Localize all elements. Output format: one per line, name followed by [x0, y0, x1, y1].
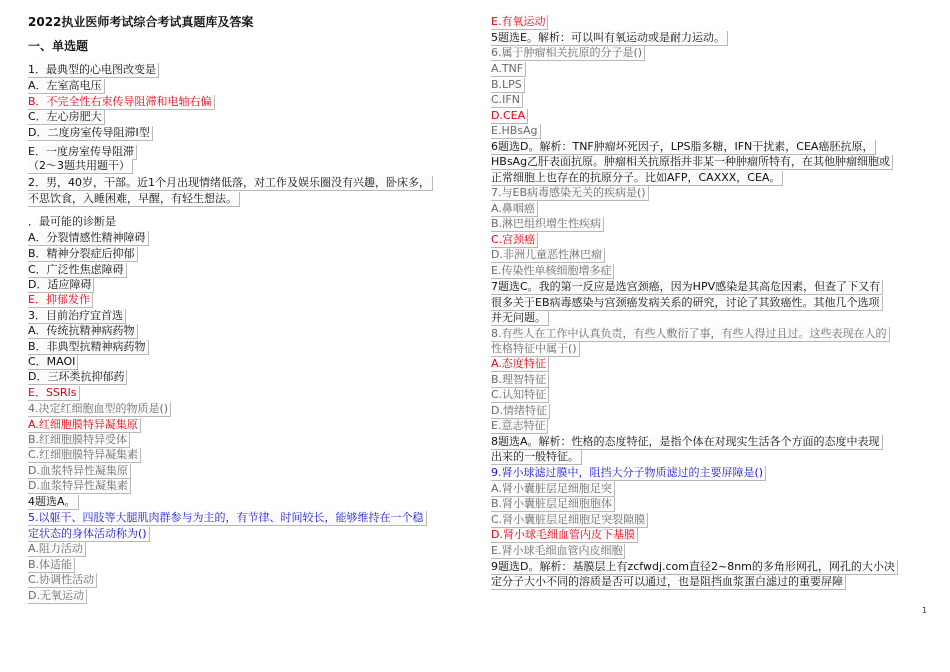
right-text-line: 9.肾小球滤过膜中，阻挡大分子物质滤过的主要屏障是()	[491, 466, 766, 481]
left-text-line: A．分裂情感性精神障碍	[28, 231, 149, 246]
right-text-line: 6题选D。解析：TNF肿瘤坏死因子，LPS脂多糖，IFN干扰素，CEA癌胚抗原，	[491, 140, 876, 155]
right-text-line: 8题选A。解析：性格的态度特征，是指个体在对现实生活各个方面的态度中表现	[491, 435, 883, 450]
right-text-line: 出来的一般特征。	[491, 450, 582, 465]
left-text-line: 5.以躯干、四肢等大腿肌肉群参与为主的，有节律、时间较长，能够维持在一个稳	[28, 511, 427, 526]
right-text-line: HBsAg乙肝表面抗原。肿瘤相关抗原指并非某一种肿瘤所特有，在其他肿瘤细胞或	[491, 155, 893, 170]
right-text-line: A.态度特征	[491, 357, 549, 372]
right-text-line: A.肾小囊脏层足细胞足突	[491, 482, 615, 497]
right-text-line: 并无问题。	[491, 311, 549, 326]
right-text-line: D.非洲儿童恶性淋巴瘤	[491, 248, 605, 263]
left-text-line: 4.决定红细胞血型的物质是()	[28, 402, 171, 417]
left-text-line: D．二度房室传导阻滞Ⅰ型	[28, 126, 153, 141]
right-text-line: E.意志特征	[491, 419, 548, 434]
page-number: 1	[922, 606, 928, 615]
left-text-line: E．SSRIs	[28, 386, 80, 401]
right-text-line: 定分子大小不同的溶质是否可以通过，也是阻挡血浆蛋白滤过的重要屏障	[491, 575, 846, 590]
right-text-line: D.肾小球毛细血管内皮下基膜	[491, 528, 638, 543]
left-text-line: D．三环类抗抑郁药	[28, 370, 127, 385]
left-text-line: E．抑郁发作	[28, 293, 93, 308]
right-text-line: C.认知特征	[491, 388, 549, 403]
left-text-line: A．传统抗精神病药物	[28, 324, 138, 339]
left-text-line: 1．最典型的心电图改变是	[28, 63, 159, 78]
right-text-line: B.淋巴组织增生性疾病	[491, 217, 604, 232]
left-text-line: C．MAOI	[28, 355, 78, 370]
left-text-line: 不思饮食，入睡困难，早醒，有轻生想法。	[28, 192, 240, 207]
left-text-line: 3．目前治疗宜首选	[28, 309, 126, 324]
right-text-line: E.肾小球毛细血管内皮细胞	[491, 544, 625, 559]
right-text-line: 8.有些人在工作中认真负责，有些人敷衍了事，有些人得过且过。这些表现在人的	[491, 327, 890, 342]
right-text-line: E.有氧运动	[491, 15, 548, 30]
left-text-line: A.红细胞膜特异凝集原	[28, 418, 141, 433]
right-text-line: B.理智特征	[491, 373, 549, 388]
left-text-line: B．精神分裂症后抑郁	[28, 247, 138, 262]
right-text-line: C.IFN	[491, 93, 523, 108]
right-text-line: D.情绪特征	[491, 404, 550, 419]
right-text-line: 正常细胞上也存在的抗原分子。比如AFP，CAXXX，CEA。	[491, 171, 783, 186]
right-text-line: A.鼻咽癌	[491, 202, 538, 217]
left-text-line: C．左心房肥大	[28, 110, 105, 125]
left-text-line: 定状态的身体活动称为()	[28, 527, 150, 542]
left-text-line: B.体适能	[28, 558, 75, 573]
right-text-line: A.TNF	[491, 62, 526, 77]
right-text-line: E.HBsAg	[491, 124, 541, 139]
left-text-line: A.阻力活动	[28, 542, 86, 557]
right-text-line: 很多关于EB病毒感染与宫颈癌发病关系的研究，讨论了其致癌性。其他几个选项	[491, 296, 883, 311]
left-text-line: ．最可能的诊断是	[28, 215, 116, 228]
left-text-line: 2．男，40岁，干部。近1个月出现情绪低落，对工作及娱乐圈没有兴趣，卧床多，	[28, 176, 433, 191]
left-text-line: B．非典型抗精神病药物	[28, 340, 149, 355]
right-text-line: B.肾小囊脏层足细胞胞体	[491, 497, 615, 512]
left-text-line: C.红细胞膜特异凝集素	[28, 448, 141, 463]
right-text-line: 7题选C。我的第一反应是选宫颈癌，因为HPV感染是其高危因素，但查了下又有	[491, 280, 883, 295]
left-text-line: B.红细胞膜特异受体	[28, 433, 130, 448]
left-text-line: E．一度房室传导阻滞	[28, 145, 137, 160]
left-text-line: D.血浆特异性凝集原	[28, 464, 131, 479]
right-text-line: B.LPS	[491, 78, 525, 93]
doc-title: 2022执业医师考试综合考试真题库及答案	[28, 15, 254, 29]
right-text-line: 6.属于肿瘤相关抗原的分子是()	[491, 46, 645, 61]
right-text-line: 5题选E。解析：可以叫有氧运动或是耐力运动。	[491, 31, 728, 46]
right-text-line: 性格特征中属于()	[491, 342, 580, 357]
right-text-line: C.宫颈癌	[491, 233, 538, 248]
left-text-line: B．不完全性右束传导阻滞和电轴右偏	[28, 95, 215, 110]
left-text-line: C．广泛性焦虑障碍	[28, 263, 127, 278]
section-heading: 一、单选题	[28, 39, 89, 53]
right-text-line: E.传染性单核细胞增多症	[491, 264, 614, 279]
left-text-line: D.血浆特异性凝集素	[28, 479, 131, 494]
right-text-line: 9题选D。解析：基膜层上有zcfwdj.com直径2~8nm的多角形网孔，网孔的大小决	[491, 560, 898, 575]
left-text-line: 4题选A。	[28, 495, 79, 510]
left-text-line: A．左室高电压	[28, 79, 105, 94]
left-text-line: D．适应障碍	[28, 278, 94, 293]
left-text-line: （2～3题共用题干）	[28, 159, 133, 174]
right-text-line: C.肾小囊脏层足细胞足突裂隙膜	[491, 513, 648, 528]
right-text-line: D.CEA	[491, 109, 528, 124]
right-text-line: 7.与EB病毒感染无关的疾病是()	[491, 186, 649, 201]
left-text-line: D.无氧运动	[28, 589, 87, 604]
left-text-line: C.协调性活动	[28, 573, 97, 588]
